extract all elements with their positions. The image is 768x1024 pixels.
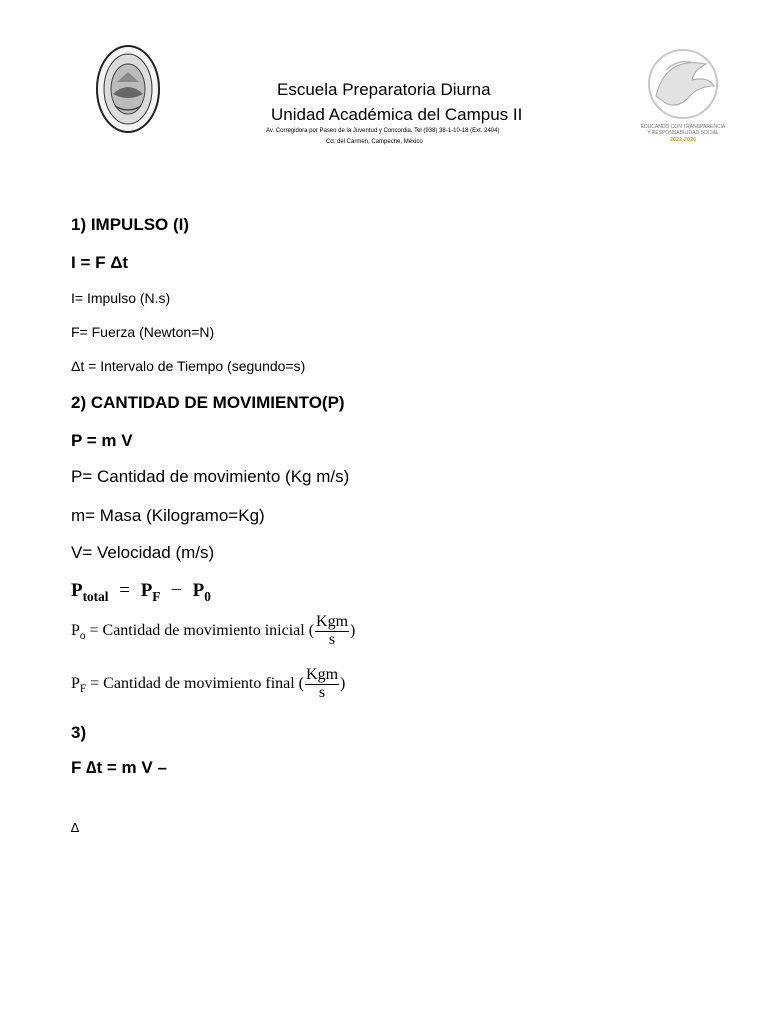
zero-subscript: 0	[204, 588, 211, 604]
f-final-subscript: F	[79, 683, 87, 696]
velocity-definition: V= Velocidad (m/s)	[71, 543, 215, 562]
unit-name: Unidad Académica del Campus II	[271, 105, 523, 124]
force-definition: F= Fuerza (Newton=N)	[71, 324, 215, 340]
f-subscript: F	[152, 588, 161, 604]
momentum-heading: 2) CANTIDAD DE MOVIMIENTO(P)	[71, 393, 345, 412]
delta-symbol: ∆	[71, 820, 79, 835]
equals-sign: =	[119, 580, 130, 601]
p-final-symbol: P	[71, 674, 80, 692]
close-paren: )	[340, 674, 346, 692]
total-momentum-equation	[71, 580, 211, 605]
fraction-numerator: Kgm	[306, 666, 339, 683]
initial-momentum-definition	[71, 614, 355, 649]
dolphin-logo-icon	[636, 46, 730, 144]
o-subscript: o	[79, 630, 86, 643]
logo-tagline-1: EDUCANDO CON TRANSPARENCIA	[640, 124, 726, 130]
total-subscript: total	[82, 588, 109, 604]
impulse-formula: I = F Δt	[71, 253, 129, 272]
impulse-heading: 1) IMPULSO (I)	[71, 215, 190, 234]
momentum-definition: P= Cantidad de movimiento (Kg m/s)	[71, 467, 350, 486]
city-line: Cd. del Carmen, Campeche, México	[326, 139, 423, 145]
close-paren: )	[350, 621, 356, 639]
pf-symbol: P	[140, 580, 153, 601]
address-line: Av. Corregidora por Paseo de la Juventud y Concordia. Tel (938) 38-1-10-18 (Ext. 2404)	[266, 128, 500, 134]
p0-symbol: P	[192, 580, 205, 601]
unit-fraction	[305, 667, 339, 702]
final-text: = Cantidad de movimiento final (	[86, 674, 305, 692]
time-interval-definition: Δt = Intervalo de Tiempo (segundo=s)	[71, 358, 306, 374]
logo-tagline-2: Y RESPONSABILIDAD SOCIAL	[647, 130, 719, 136]
logo-years: 2022-2026	[669, 137, 697, 143]
minus-sign: −	[171, 580, 182, 601]
p-symbol: P	[71, 580, 83, 601]
fraction-numerator: Kgm	[316, 613, 349, 630]
mass-definition: m= Masa (Kilogramo=Kg)	[71, 506, 265, 525]
unit-fraction	[315, 614, 349, 649]
p-initial-symbol: P	[71, 621, 80, 639]
university-seal-icon	[95, 44, 161, 134]
section3-heading: 3)	[71, 723, 87, 742]
momentum-formula: P = m V	[71, 431, 133, 450]
fraction-denominator: s	[318, 683, 326, 701]
initial-text: = Cantidad de movimiento inicial (	[85, 621, 315, 639]
fraction-denominator: s	[328, 630, 336, 648]
impulse-momentum-formula: F ∆t = m V –	[71, 758, 167, 777]
final-momentum-definition	[71, 667, 345, 702]
school-name: Escuela Preparatoria Diurna	[277, 80, 491, 99]
impulse-definition: I= Impulso (N.s)	[71, 290, 171, 306]
